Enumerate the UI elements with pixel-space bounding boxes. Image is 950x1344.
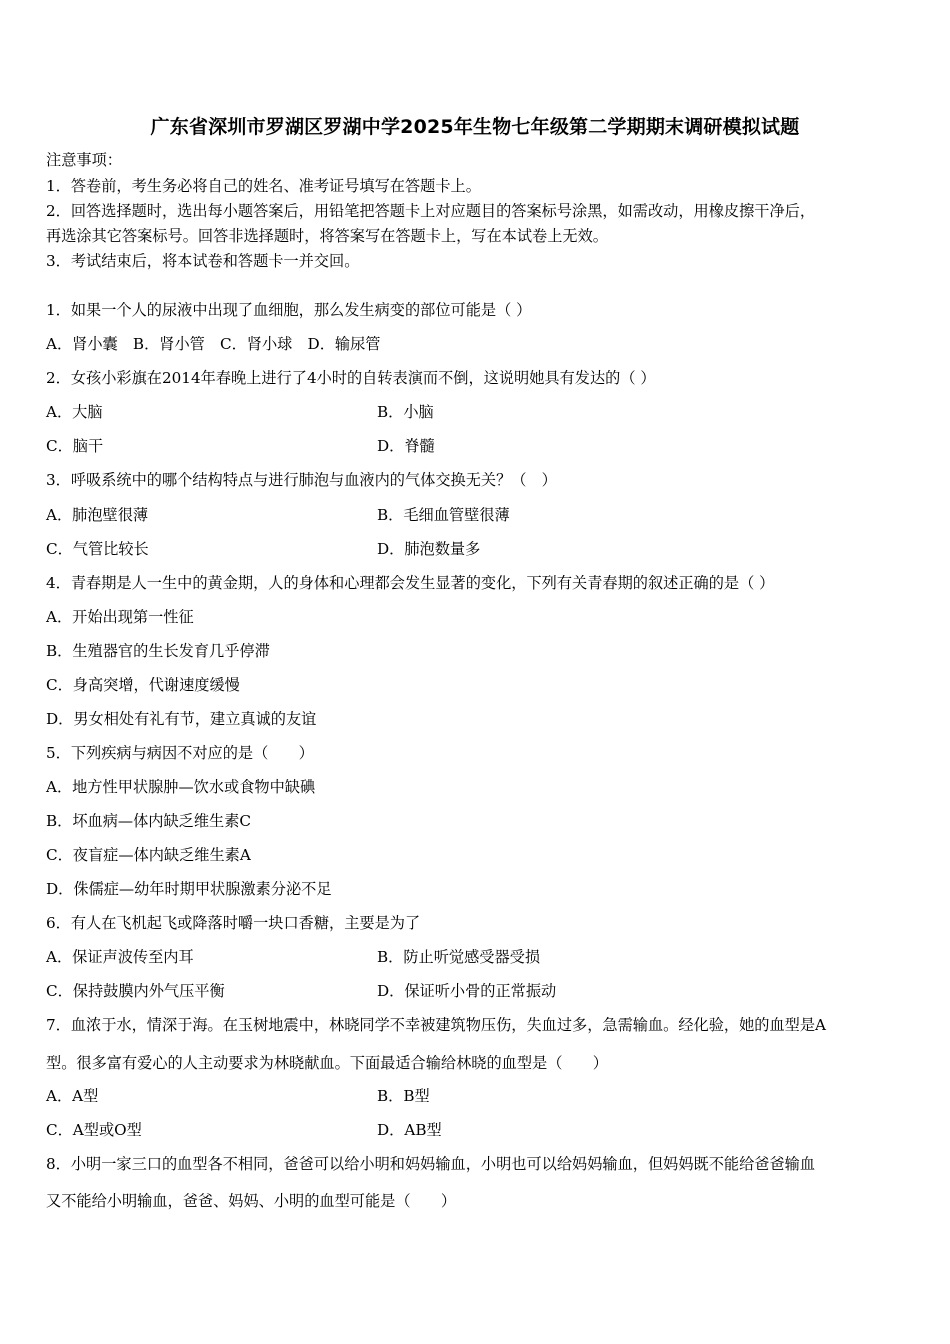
question-stem: 2．女孩小彩旗在2014年春晚上进行了4小时的自转表演而不倒，这说明她具有发达的（ ） [46, 369, 656, 387]
option-c: C．脑干 [46, 437, 104, 455]
question-stem-continued: 又不能给小明输血，爸爸、妈妈、小明的血型可能是（ ） [46, 1192, 457, 1210]
option-c: C．A型或O型 [46, 1121, 142, 1139]
option-b: B．生殖器官的生长发育几乎停滞 [46, 642, 270, 660]
option-d: D．男女相处有礼有节，建立真诚的友谊 [46, 710, 317, 728]
option-d: D．侏儒症—幼年时期甲状腺激素分泌不足 [46, 880, 332, 898]
notice-item: 2．回答选择题时，选出每小题答案后，用铅笔把答题卡上对应题目的答案标号涂黑，如需改动，用橡皮擦干净后， [46, 202, 816, 220]
option-a: A．大脑 [46, 403, 103, 421]
option-b: B．毛细血管壁很薄 [377, 506, 510, 524]
option-a: A．保证声波传至内耳 [46, 948, 194, 966]
question-stem: 5．下列疾病与病因不对应的是（ ） [46, 744, 314, 762]
page-title: 广东省深圳市罗湖区罗湖中学2025年生物七年级第二学期期末调研模拟试题 [150, 116, 800, 138]
question-stem: 7．血浓于水，情深于海。在玉树地震中，林晓同学不幸被建筑物压伤，失血过多，急需输血。经化验，她的血型是A [46, 1016, 827, 1034]
option-c: C．气管比较长 [46, 540, 149, 558]
option-d: D．脊髓 [377, 437, 435, 455]
option-d: D．保证听小骨的正常振动 [377, 982, 557, 1000]
option-c: C．身高突增，代谢速度缓慢 [46, 676, 240, 694]
option-a: A．地方性甲状腺肿—饮水或食物中缺碘 [46, 778, 316, 796]
option-a: A．A型 [46, 1087, 99, 1105]
question-stem: 6．有人在飞机起飞或降落时嚼一块口香糖，主要是为了 [46, 914, 421, 932]
notice-item: 再选涂其它答案标号。回答非选择题时，将答案写在答题卡上，写在本试卷上无效。 [46, 227, 608, 245]
question-stem-continued: 型。很多富有爱心的人主动要求为林晓献血。下面最适合输给林晓的血型是（ ） [46, 1054, 608, 1072]
question-stem: 8．小明一家三口的血型各不相同，爸爸可以给小明和妈妈输血，小明也可以给妈妈输血，但妈妈既不能给爸爸输血 [46, 1155, 816, 1173]
option-b: B．坏血病—体内缺乏维生素C [46, 812, 252, 830]
question-stem: 4．青春期是人一生中的黄金期，人的身体和心理都会发生显著的变化，下列有关青春期的叙述正确的是（ ） [46, 574, 775, 592]
option-b: B．B型 [377, 1087, 430, 1105]
option-c: C．保持鼓膜内外气压平衡 [46, 982, 225, 1000]
option-d: D．肺泡数量多 [377, 540, 481, 558]
notice-item: 1．答卷前，考生务必将自己的姓名、准考证号填写在答题卡上。 [46, 177, 481, 195]
notice-item: 3．考试结束后，将本试卷和答题卡一并交回。 [46, 252, 360, 270]
option-b: B．小脑 [377, 403, 434, 421]
option-b: B．防止听觉感受器受损 [377, 948, 541, 966]
question-stem: 3．呼吸系统中的哪个结构特点与进行肺泡与血液内的气体交换无关？（ ） [46, 471, 557, 489]
option-c: C．夜盲症—体内缺乏维生素A [46, 846, 251, 864]
question-options: A．肾小囊 B．肾小管 C．肾小球 D．输尿管 [46, 335, 381, 353]
question-stem: 1．如果一个人的尿液中出现了血细胞，那么发生病变的部位可能是（ ） [46, 301, 532, 319]
option-a: A．开始出现第一性征 [46, 608, 194, 626]
option-d: D．AB型 [377, 1121, 442, 1139]
option-a: A．肺泡壁很薄 [46, 506, 149, 524]
notice-heading: 注意事项： [46, 151, 122, 169]
